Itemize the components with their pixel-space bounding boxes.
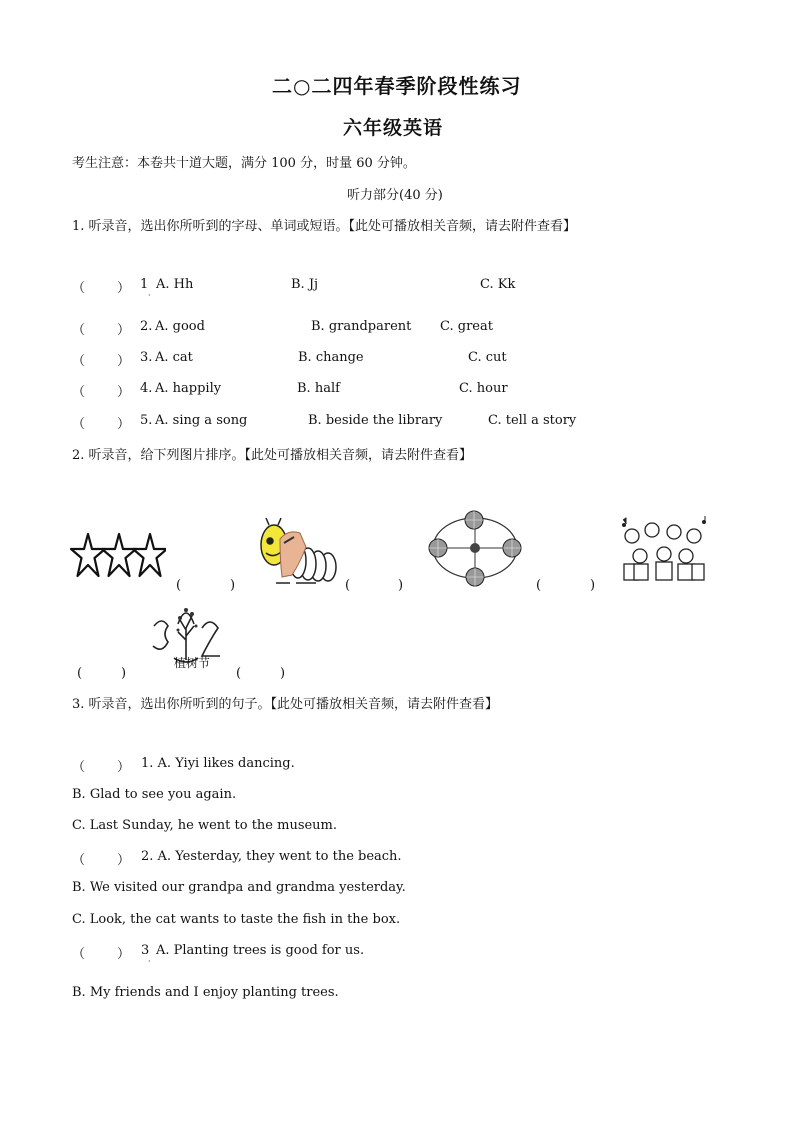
answer-blank-close: ) bbox=[121, 666, 127, 681]
part1-instruction: 1. 听录音，选出你所听到的字母、单词或短语。【此处可播放相关音频，请去附件查看】 bbox=[72, 219, 577, 234]
option-a: A. sing a song bbox=[155, 413, 248, 428]
part2-instruction: 2. 听录音，给下列图片排序。【此处可播放相关音频，请去附件查看】 bbox=[72, 448, 473, 463]
exam-notice: 考生注意：本卷共十道大题，满分 100 分，时量 60 分钟。 bbox=[72, 156, 416, 171]
answer-blank-open[interactable]: ( bbox=[77, 666, 83, 681]
item-number: 1 bbox=[140, 277, 149, 292]
option-b: B. grandparent bbox=[311, 319, 412, 334]
sentence-option: B. We visited our grandpa and grandma yesterday. bbox=[72, 880, 406, 895]
option-a: A. good bbox=[155, 319, 205, 334]
sentence-option: B. Glad to see you again. bbox=[72, 787, 237, 802]
sentence-option: A. Planting trees is good for us. bbox=[156, 943, 365, 958]
answer-blank-open[interactable]: （ bbox=[72, 947, 86, 962]
star-icon bbox=[102, 534, 136, 576]
option-c: C. cut bbox=[468, 350, 507, 365]
three-stars-picture bbox=[70, 530, 166, 582]
dot-mark: · bbox=[148, 291, 151, 300]
option-c: C. tell a story bbox=[488, 413, 577, 428]
answer-blank-close: ) bbox=[590, 578, 596, 593]
answer-blank-open[interactable]: ( bbox=[176, 578, 182, 593]
answer-blank-open[interactable]: （ bbox=[72, 417, 86, 432]
answer-blank-open[interactable]: ( bbox=[236, 666, 242, 681]
answer-blank-close: ） bbox=[117, 760, 131, 775]
answer-blank-open[interactable]: （ bbox=[72, 760, 86, 775]
earth-orbit-picture bbox=[425, 505, 525, 590]
answer-blank-close: ） bbox=[117, 853, 131, 868]
answer-blank-open[interactable]: ( bbox=[345, 578, 351, 593]
answer-blank-close: ） bbox=[117, 281, 131, 296]
star-icon bbox=[133, 534, 166, 576]
sentence-option: B. My friends and I enjoy planting trees. bbox=[72, 985, 339, 1000]
option-b: B. Jj bbox=[291, 277, 319, 292]
item-number: 4. bbox=[140, 381, 153, 396]
option-a: A. happily bbox=[155, 381, 222, 396]
tree-planting-day-label: 植树节 bbox=[174, 656, 211, 670]
answer-blank-close: ） bbox=[117, 417, 131, 432]
item-number: 5. bbox=[140, 413, 153, 428]
answer-blank-close: ) bbox=[398, 578, 404, 593]
item-number: 3. bbox=[140, 350, 153, 365]
answer-blank-open[interactable]: （ bbox=[72, 281, 86, 296]
answer-blank-close: ) bbox=[280, 666, 286, 681]
children-singing-picture bbox=[618, 516, 708, 584]
option-a: A. cat bbox=[155, 350, 193, 365]
star-icon bbox=[71, 534, 105, 576]
answer-blank-close: ) bbox=[230, 578, 236, 593]
option-a: A. Hh bbox=[156, 277, 194, 292]
answer-blank-open[interactable]: （ bbox=[72, 853, 86, 868]
answer-blank-open[interactable]: （ bbox=[72, 354, 86, 369]
answer-blank-open[interactable]: ( bbox=[536, 578, 542, 593]
part3-instruction: 3. 听录音，选出你所听到的句子。【此处可播放相关音频，请去附件查看】 bbox=[72, 697, 499, 712]
sentence-option: C. Look, the cat wants to taste the fish in the box. bbox=[72, 912, 401, 927]
answer-blank-open[interactable]: （ bbox=[72, 385, 86, 400]
answer-blank-close: ） bbox=[117, 385, 131, 400]
sentence-option: 1. A. Yiyi likes dancing. bbox=[141, 756, 295, 771]
answer-blank-close: ） bbox=[117, 323, 131, 338]
caterpillar-picture bbox=[256, 517, 338, 587]
listening-section-title: 听力部分(40 分) bbox=[347, 188, 443, 203]
sentence-option: 2. A. Yesterday, they went to the beach. bbox=[141, 849, 402, 864]
option-b: B. change bbox=[298, 350, 364, 365]
option-c: C. Kk bbox=[480, 277, 516, 292]
answer-blank-close: ） bbox=[117, 947, 131, 962]
option-b: B. beside the library bbox=[308, 413, 443, 428]
item-number: 3 bbox=[141, 943, 150, 958]
exam-subtitle: 六年级英语 bbox=[343, 117, 444, 139]
option-c: C. great bbox=[440, 319, 493, 334]
dot-mark: · bbox=[148, 957, 151, 966]
exam-title: 二○二四年春季阶段性练习 bbox=[272, 74, 522, 98]
answer-blank-close: ） bbox=[117, 354, 131, 369]
item-number: 2. bbox=[140, 319, 153, 334]
answer-blank-open[interactable]: （ bbox=[72, 323, 86, 338]
option-b: B. half bbox=[297, 381, 340, 396]
sentence-option: C. Last Sunday, he went to the museum. bbox=[72, 818, 338, 833]
option-c: C. hour bbox=[459, 381, 508, 396]
